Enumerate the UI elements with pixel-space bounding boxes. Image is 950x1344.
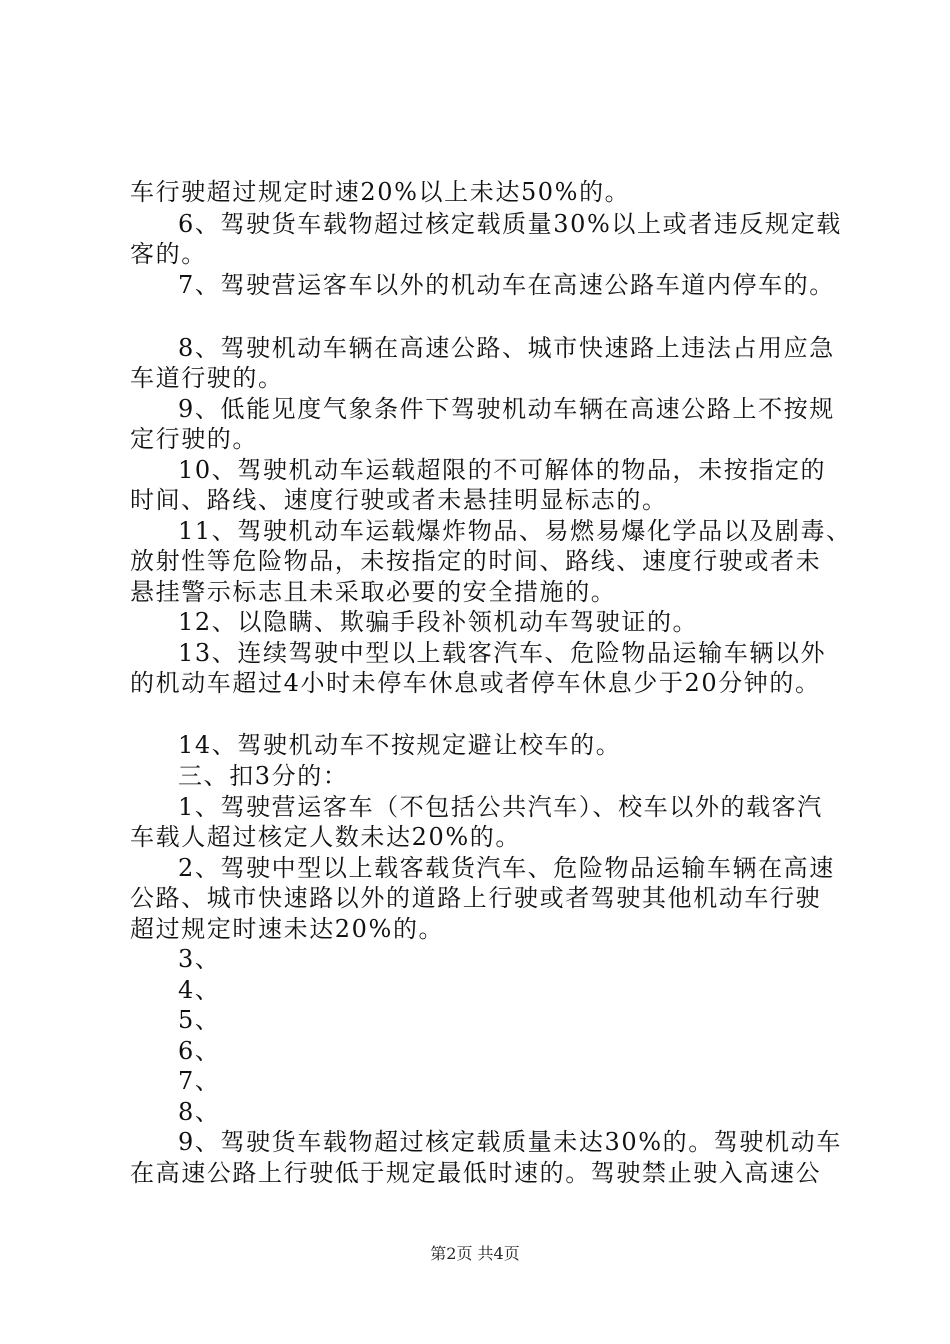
text-line: 放射性等危险物品，未按指定的时间、路线、速度行驶或者未 xyxy=(130,547,822,575)
text-line: 8、 xyxy=(178,1098,221,1126)
text-line: 4、 xyxy=(178,976,221,1004)
text-line: 客的。 xyxy=(130,240,207,268)
text-line: 3、 xyxy=(178,945,221,973)
text-line: 9、驾驶货车载物超过核定载质量未达30%的。驾驶机动车 xyxy=(178,1128,842,1156)
text-line: 公路、城市快速路以外的道路上行驶或者驾驶其他机动车行驶 xyxy=(130,884,822,912)
text-line: 时间、路线、速度行驶或者未悬挂明显标志的。 xyxy=(130,486,668,514)
text-line: 7、 xyxy=(178,1067,221,1095)
text-line: 9、低能见度气象条件下驾驶机动车辆在高速公路上不按规 xyxy=(178,395,835,423)
text-line: 10、驾驶机动车运载超限的不可解体的物品，未按指定的 xyxy=(178,456,827,484)
text-line: 车道行驶的。 xyxy=(130,364,284,392)
text-line: 车行驶超过规定时速20%以上未达50%的。 xyxy=(130,178,631,206)
text-line: 定行驶的。 xyxy=(130,425,258,453)
text-line: 车载人超过核定人数未达20%的。 xyxy=(130,823,521,851)
text-line: 2、驾驶中型以上载客载货汽车、危险物品运输车辆在高速 xyxy=(178,854,835,882)
text-line: 14、驾驶机动车不按规定避让校车的。 xyxy=(178,731,622,759)
text-line: 在高速公路上行驶低于规定最低时速的。驾驶禁止驶入高速公 xyxy=(130,1159,822,1187)
text-line: 13、连续驾驶中型以上载客汽车、危险物品运输车辆以外 xyxy=(178,639,827,667)
text-line: 6、 xyxy=(178,1037,221,1065)
text-line: 11、驾驶机动车运载爆炸物品、易燃易爆化学品以及剧毒、 xyxy=(178,517,852,545)
text-line: 12、以隐瞒、欺骗手段补领机动车驾驶证的。 xyxy=(178,608,699,636)
text-line: 5、 xyxy=(178,1006,221,1034)
text-line: 6、驾驶货车载物超过核定载质量30%以上或者违反规定载 xyxy=(178,210,842,238)
text-line: 7、驾驶营运客车以外的机动车在高速公路车道内停车的。 xyxy=(178,271,835,299)
page-number-footer: 第2页 共4页 xyxy=(430,1244,520,1263)
text-line: 悬挂警示标志且未采取必要的安全措施的。 xyxy=(130,578,617,606)
text-line: 的机动车超过4小时未停车休息或者停车休息少于20分钟的。 xyxy=(130,669,821,697)
text-line: 8、驾驶机动车辆在高速公路、城市快速路上违法占用应急 xyxy=(178,334,835,362)
text-line: 1、驾驶营运客车（不包括公共汽车）、校车以外的载客汽 xyxy=(178,793,823,821)
section-heading: 三、扣3分的： xyxy=(178,762,349,790)
text-line: 超过规定时速未达20%的。 xyxy=(130,915,445,943)
